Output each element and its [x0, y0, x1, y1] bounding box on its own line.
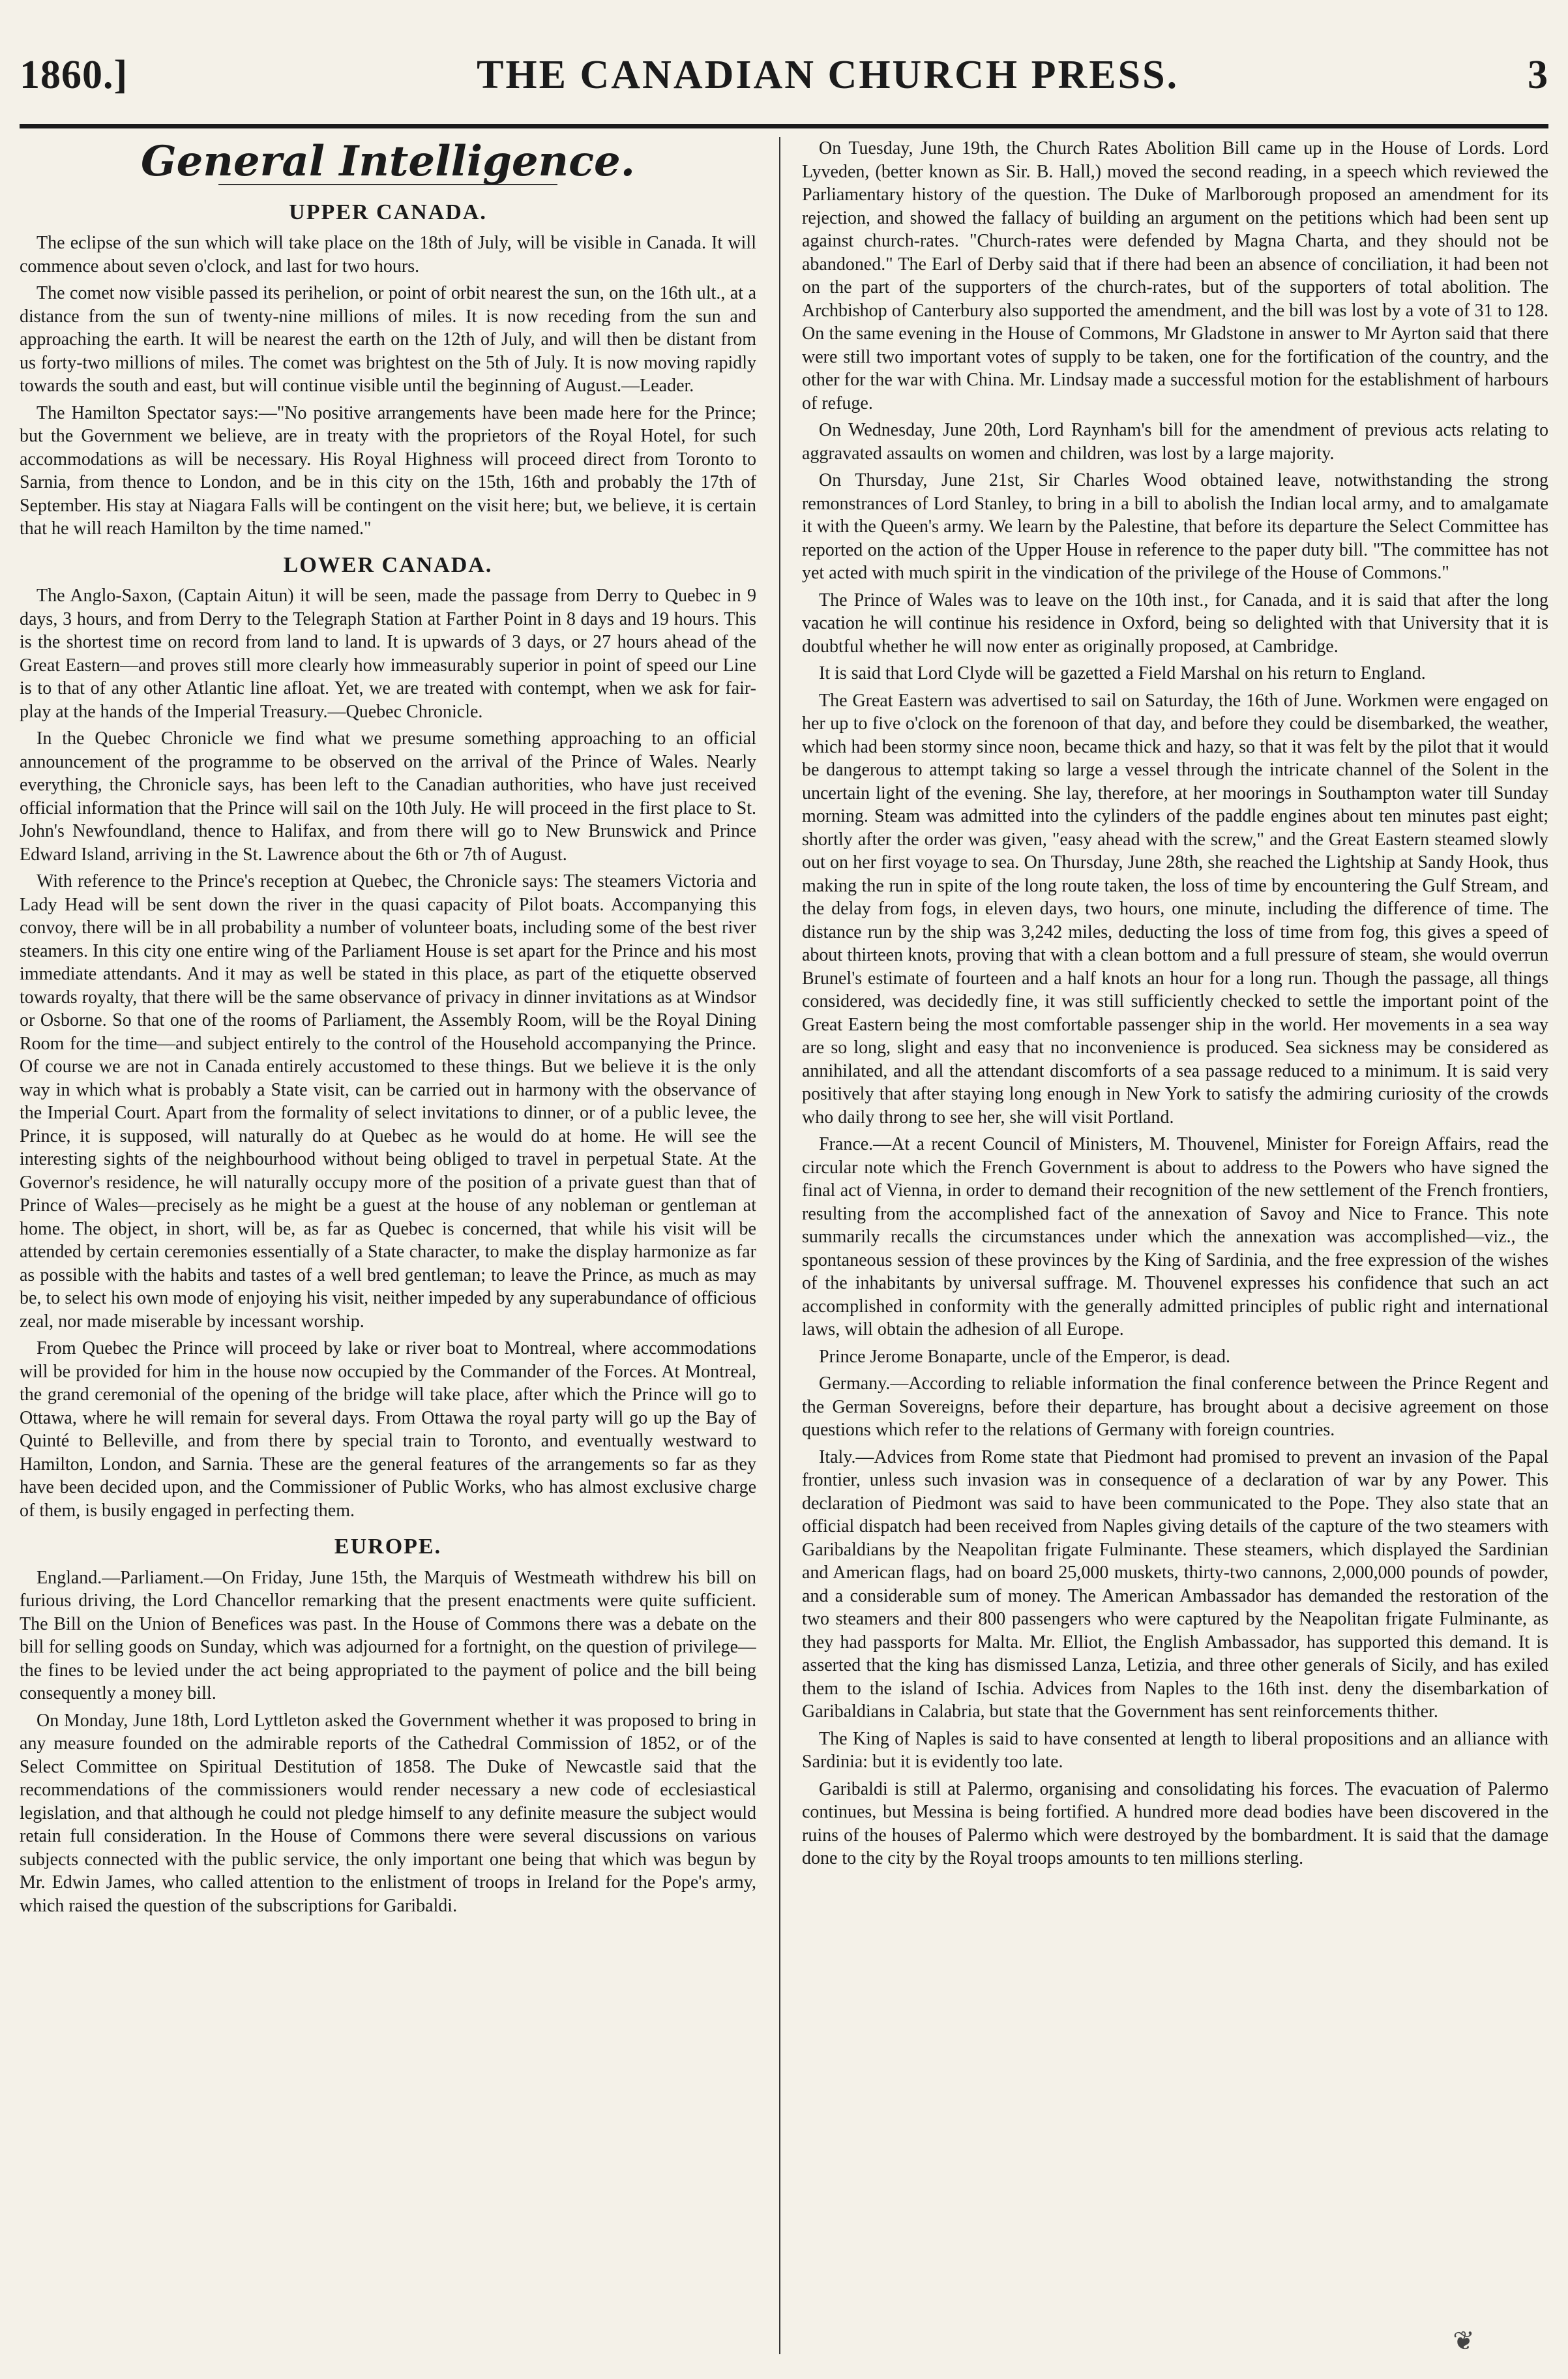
article-paragraph: The Anglo-Saxon, (Captain Aitun) it will be seen, made the passage from Derry to Quebec in 9 days, 3 hours, and from Derry to the Telegraph Station at Farther Point in 8 days and 19 hours. This is the shortest time on record from land to land. It is upwards of 3 days, or 27 hours ahead of the Great Eastern—and proves still more clearly how immeasurably superior in point of speed our Line is to that of any other Atlantic line afloat. Yet, we are treated with contempt, when we ask for fair-play at the hands of the Imperial Treasury.—Quebec Chronicle. [20, 586, 756, 722]
page-number: 3 [1528, 52, 1548, 97]
section-upper-canada [20, 201, 756, 541]
article-paragraph: On Tuesday, June 19th, the Church Rates Abolition Bill came up in the House of Lords. Lord Lyveden, (better known as Sir. B. Hall,) moved the second reading, in a speech which reviewed the Parliamentary history of the question. The Duke of Marlborough proposed an amendment for its rejection, and showed the fallacy of building an argument on the petitions which had been sent up against church-rates. "Church-rates were defended by Magna Charta, and they should not be abandoned." The Earl of Derby said that if there had been an absence of conciliation, it had been not on the part of the supporters of the church-rates, but of the supporters of total abolition. The Archbishop of Canterbury also supported the amendment, and the bill was lost by a vote of 31 to 128. On the same evening in the House of Commons, Mr Gladstone in answer to Mr Ayrton said that there were still two important votes of supply to be taken, one for the fortification of the country, and the other for the war with China. Mr. Lindsay made a successful motion for the establishment of harbours of refuge. [802, 138, 1548, 413]
article-paragraph: On Wednesday, June 20th, Lord Raynham's bill for the amendment of previous acts relating to aggravated assaults on women and children, was lost by a large majority. [802, 420, 1548, 464]
column-divider [779, 137, 780, 2354]
article-paragraph: In the Quebec Chronicle we find what we presume something approaching to an official announcement of the programme to be observed on the arrival of the Prince of Wales. Nearly everything, the Chronicle says, has been left to the Canadian authorities, who have just received official information that the Prince will sail on the 10th July. He will proceed in the first place to St. John's Newfoundland, thence to Halifax, and from there will go to New Brunswick and Prince Edward Island, arriving in the St. Lawrence about the 6th or 7th of August. [20, 728, 756, 865]
article-paragraph: Germany.—According to reliable information the final conference between the Prince Regent and the German Sovereigns, before their departure, has brought about a decisive agreement on those questions which refer to the relations of Germany with foreign countries. [802, 1373, 1548, 1440]
article-paragraph: The Hamilton Spectator says:—"No positive arrangements have been made here for the Prince; but the Government we believe, are in treaty with the proprietors of the Royal Hotel, for such accommodations as will be necessary. His Royal Highness will proceed direct from Toronto to Sarnia, from thence to London, and be in this city on the 15th, 16th and probably the 17th of September. His stay at Niagara Falls will be contingent on the visit here; but, we believe, it is certain that he will reach Hamilton by the time named." [20, 402, 756, 539]
section-title: General Intelligence. [140, 137, 636, 186]
article-paragraph: The comet now visible passed its perihelion, or point of orbit nearest the sun, on the 16th ult., at a distance from the sun of twenty-nine millions of miles. It is now receding from the sun and approaching the earth. It will be nearest the earth on the 12th of July, and will then be distant from us forty-two millions of miles. The comet was brightest on the 5th of July. It is now moving rapidly towards the south and east, but will continue visible until the beginning of August.—Leader. [20, 283, 756, 396]
section-europe [20, 1535, 756, 1917]
article-paragraph: Italy.—Advices from Rome state that Piedmont had promised to prevent an invasion of the Papal frontier, unless such invasion was in consequence of a declaration of war by any Power. This declaration of Piedmont was said to have been communicated to the Pope. They also state that an official dispatch had been received from Naples giving details of the capture of the two steamers with Garibaldians by the Neapolitan frigate Fulminante. These steamers, which displayed the Sardinian and American flags, had on board 25,000 muskets, thirty-two cannons, 2,000,000 pounds of powder, and a considerable sum of money. The American Ambassador has demanded the restoration of the two steamers and their 800 passengers who were captured by the Neapolitan frigate Fulminante, as they had passports for Malta. Mr. Elliot, the English Ambassador, has supported this demand. It is asserted that the king has dismissed Lanza, Letizia, and three other generals of Sicily, and has exiled them to the island of Ischia. Advices from Naples to the 16th inst. deny the disembarkation of Garibaldians in Calabria, but state that the Government has sent reinforcements thither. [802, 1446, 1548, 1722]
article-paragraph: On Monday, June 18th, Lord Lyttleton asked the Government whether it was proposed to bring in any measure founded on the admirable reports of the Cathedral Commission of 1852, or of the Select Committee on Spiritual Destitution of 1858. The Duke of Newcastle said that the recommendations of the commissioners would render necessary a new code of ecclesiastical legislation, and that although he could not pledge himself to any definite measure the subject would retain full consideration. In the House of Commons there were several discussions on various subjects connected with the public service, the only important one being that which was begun by Mr. Edwin James, who called attention to the enlistment of troops in Ireland for the Pope's army, which raised the question of the subscriptions for Garibaldi. [20, 1710, 756, 1916]
article-paragraph: Garibaldi is still at Palermo, organising and consolidating his forces. The evacuation of Palermo continues, but Messina is being fortified. A hundred more dead bodies have been discovered in the ruins of the houses of Palermo which were destroyed by the bombardment. It is said that the damage done to the city by the Royal troops amounts to ten millions sterling. [802, 1778, 1548, 1868]
left-column [20, 137, 756, 2348]
article-paragraph: England.—Parliament.—On Friday, June 15th, the Marquis of Westmeath withdrew his bill on furious driving, the Lord Chancellor remarking that the present enactments were quite sufficient. The Bill on the Union of Benefices was past. In the House of Commons there was a debate on the bill for selling goods on Sunday, which was adjourned for a fortnight, on the question of privilege—the fines to be levied under the act being appropriated to the payment of police and the bill being consequently a money bill. [20, 1567, 756, 1703]
masthead [20, 46, 1548, 104]
newspaper-title: THE CANADIAN CHURCH PRESS. [477, 52, 1179, 97]
article-paragraph: Prince Jerome Bonaparte, uncle of the Emperor, is dead. [819, 1346, 1230, 1367]
article-paragraph: With reference to the Prince's reception at Quebec, the Chronicle says: The steamers Victoria and Lady Head will be sent down the river in the quasi capacity of Pilot boats. Accompanying this convoy, there will be in all probability a number of volunteer boats, including some of the best river steamers. In this city one entire wing of the Parliament House is set apart for the Prince and his most immediate attendants. And it may as well be stated in this place, as part of the etiquette observed towards royalty, that there will be the same observance of privacy in dinner invitations as at Windsor or Osborne. So that one of the rooms of Parliament, the Assembly Room, will be the Royal Dining Room for the time—and subject entirely to the control of the Household accompanying the Prince. Of course we are not in Canada entirely accustomed to these things. But we believe it is the only way in which what is probably a State visit, can be carried out in harmony with the observance of the Imperial Court. Apart from the formality of select invitations to dinner, or of a public levee, the Prince, it is supposed, will naturally do at Quebec as he would do at home. He will see the interesting sights of the neighbourhood without being obliged to travel in perpetual State. At the Governor's residence, he will naturally occupy more of the position of a private guest than that of Prince of Wales—precisely as he might be a guest at the house of any nobleman or gentleman at home. The object, in short, will be, as far as Quebec is concerned, that while his visit will be attended by certain ceremonies essentially of a State character, to make the display harmonize as far as possible with the habits and tastes of a well bred gentleman; to leave the Prince, as much as may be, to select his own mode of enjoying his visit, neither impeded by any superabundance of officious zeal, nor made miserable by incessant worship. [20, 871, 756, 1332]
article-paragraph: It is said that Lord Clyde will be gazetted a Field Marshal on his return to England. [819, 663, 1426, 683]
issue-date: 1860.] [20, 52, 128, 97]
article-paragraph: The eclipse of the sun which will take place on the 18th of July, will be visible in Canada. It will commence about seven o'clock, and last for two hours. [20, 233, 756, 277]
section-lower-canada [20, 554, 756, 1523]
article-paragraph: The King of Naples is said to have consented at length to liberal propositions and an alliance with Sardinia: but it is evidently too late. [802, 1728, 1548, 1772]
section-heading: LOWER CANADA. [283, 552, 493, 577]
article-paragraph: The Great Eastern was advertised to sail on Saturday, the 16th of June. Workmen were engaged on her up to five o'clock on the forenoon of that day, and before they could be disembarked, the weather, which had been stormy since noon, became thick and hazy, so that it was felt by the pilot that it would be dangerous to attempt taking so large a vessel through the intricate channel of the Solent in the uncertain light of the evening. She lay, therefore, at her moorings in Southampton water till Sunday morning. Steam was admitted into the cylinders of the paddle engines about ten minutes past eight; shortly after the order was given, "easy ahead with the screw," and the Great Eastern steamed slowly out on her first voyage to sea. On Thursday, June 28th, she reached the Lightship at Sandy Hook, thus making the run in spite of the long route taken, the loss of time by encountering the Gulf Stream, and the delay from fogs, in eleven days, two hours, one minute, including the difference of time. The distance run by the ship was 3,242 miles, deducting the loss of time from fog, this gives a speed of about thirteen knots, proving that with a clean bottom and a full pressure of steam, she would overrun Brunel's estimate of fourteen and a half knots an hour for a long run. Though the passage, all things considered, was decidedly fine, it was still sufficiently checked to settle the important point of the Great Eastern being the most comfortable passenger ship in the world. Her movements in a sea way are so long, slight and easy that no inconvenience is produced. Sea sickness may be considered as annihilated, and all the attendant discomforts of a sea passage reduced to a minimum. It is said very positively that after staying long enough in New York to satisfy the admiring curiosity of the crowds who daily throng to see her, she will visit Portland. [802, 690, 1548, 1128]
right-column [802, 137, 1548, 2348]
section-heading: EUROPE. [334, 1534, 442, 1559]
article-paragraph: On Thursday, June 21st, Sir Charles Wood obtained leave, notwithstanding the strong remonstrances of Lord Stanley, to bring in a bill to abolish the Indian local army, and to amalgamate it with the Queen's army. We learn by the Palestine, that before its departure the Select Committee has reported on the action of the Upper House in reference to the paper duty bill. "The committee has not yet acted with much spirit in the vindication of the privilege of the House of Commons." [802, 470, 1548, 583]
printers-ornament-icon: ❦ [1453, 2326, 1475, 2356]
masthead-rule [20, 124, 1548, 128]
article-paragraph: From Quebec the Prince will proceed by lake or river boat to Montreal, where accommodations will be provided for him in the house now occupied by the Commander of the Forces. At Montreal, the grand ceremonial of the opening of the bridge will take place, after which the Prince will go to Ottawa, where he will remain for several days. From Ottawa the royal party will go up the Bay of Quinté to Belleville, and from there by special train to Toronto, and eventually westward to Hamilton, London, and Sarnia. These are the general features of the arrangements so far as they have been decided upon, and the Commissioner of Public Works, who has almost exclusive charge of them, is busily engaged in perfecting them. [20, 1338, 756, 1521]
article-paragraph: France.—At a recent Council of Ministers, M. Thouvenel, Minister for Foreign Affairs, read the circular note which the French Government is about to address to the Powers who have signed the final act of Vienna, in order to demand their recognition of the new settlement of the French frontiers, resulting from the accomplished fact of the annexation of Savoy and Nice to France. This note summarily recalls the circumstances under which the annexation was accomplished—viz., the spontaneous session of these provinces by the King of Sardinia, and the free expression of the wishes of the inhabitants by universal suffrage. M. Thouvenel expresses his confidence that such an act accomplished in conformity with the generally admitted principles of public right and international laws, will obtain the adhesion of all Europe. [802, 1134, 1548, 1339]
section-heading: UPPER CANADA. [289, 200, 487, 224]
article-paragraph: The Prince of Wales was to leave on the 10th inst., for Canada, and it is said that after the long vacation he will continue his residence in Oxford, being so delighted with that University that it is doubtful whether he will now enter as originally proposed, at Cambridge. [802, 590, 1548, 657]
